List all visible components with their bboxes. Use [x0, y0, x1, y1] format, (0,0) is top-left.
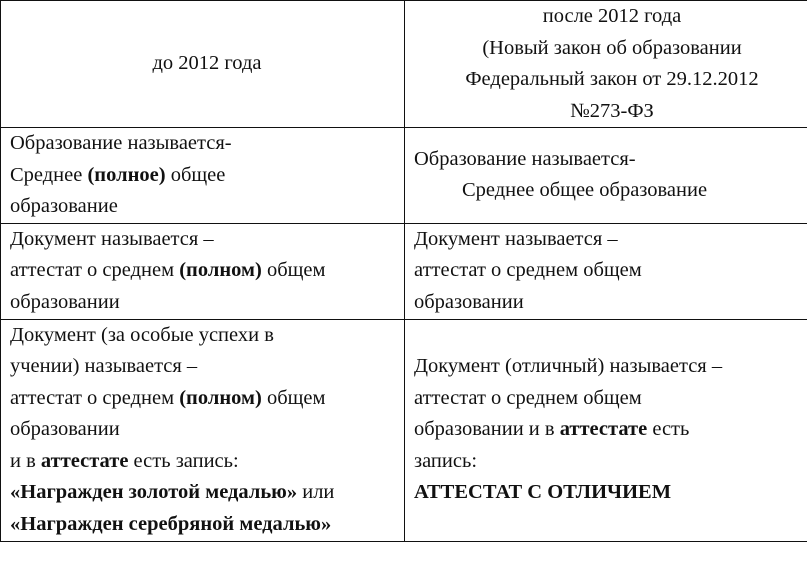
row2-left-line-2: [10, 255, 404, 287]
header-left-text: до 2012 года: [152, 52, 262, 75]
row3-left-line-6: [10, 477, 404, 509]
row3-right-line-5: [414, 477, 807, 509]
row1-right-line-2: Среднее общее образование: [462, 179, 708, 202]
row1-left-line-1: Образование называется-: [10, 132, 232, 154]
row2-left-bold: (полном): [179, 259, 262, 282]
row3-left-line-3: [10, 383, 404, 415]
row2-left-text: аттестат о среднем: [10, 259, 180, 282]
silver-medal-record: «Награжден серебряной медалью»: [10, 512, 332, 535]
row3-left-line-5: [10, 446, 404, 478]
row1-left-cell: [1, 128, 405, 224]
row3-left-line-2: учении) называется –: [10, 355, 198, 378]
row1-left-bold: (полное): [87, 163, 166, 186]
row2-right-line-3: образовании: [414, 290, 524, 313]
row3-left-line-1: Документ (за особые успехи в: [10, 323, 274, 346]
header-right-line-1: после 2012 года: [542, 5, 682, 27]
row3-left-cell: [1, 319, 405, 541]
row3-left-or: или: [297, 481, 335, 504]
row2-right-line-1: Документ называется –: [414, 227, 618, 250]
header-right-line-4: №273-ФЗ: [570, 99, 654, 122]
header-right-line-2: (Новый закон об образовании: [482, 36, 742, 59]
row2-left-cell: [1, 223, 405, 319]
row1-right-line-1: Образование называется-: [414, 147, 636, 170]
row3-left-text-end: общем: [261, 386, 326, 409]
row3-left-line-4: образовании: [10, 418, 120, 441]
row1-left-text: Среднее: [10, 163, 88, 186]
header-right-line-3: Федеральный закон от 29.12.2012: [465, 68, 759, 90]
header-row: [1, 1, 807, 128]
table-row-education-name: [1, 128, 807, 224]
row2-left-line-3: образовании: [10, 290, 120, 313]
row3-left-text-2-end: есть запись:: [128, 449, 239, 472]
row3-left-line-7: [10, 509, 404, 541]
row3-right-cell: [405, 319, 807, 541]
row3-right-line-4: запись:: [414, 449, 478, 472]
honors-certificate-record: АТТЕСТАТ С ОТЛИЧИЕМ: [414, 481, 672, 504]
row2-right-line-2: аттестат о среднем общем: [414, 259, 642, 282]
row3-left-text: аттестат о среднем: [10, 386, 180, 409]
row2-left-text-end: общем: [261, 259, 326, 282]
gold-medal-record: «Награжден золотой медалью»: [10, 481, 298, 504]
row3-right-bold: аттестате: [559, 418, 648, 441]
header-right-cell: [405, 1, 807, 128]
row3-left-text-2: и в: [10, 449, 41, 472]
table-row-document-name: [1, 223, 807, 319]
row3-right-text-end: есть: [647, 418, 690, 441]
header-left-cell: [1, 1, 405, 128]
row2-right-cell: [405, 223, 807, 319]
row3-left-bold-2: аттестате: [40, 449, 129, 472]
row1-right-cell: [405, 128, 807, 224]
row3-left-bold: (полном): [179, 386, 262, 409]
row3-right-text: образовании и в: [414, 418, 560, 441]
row3-right-line-3: [414, 414, 807, 446]
row2-left-line-1: Документ называется –: [10, 227, 214, 250]
table-row-honors-document: [1, 319, 807, 541]
row1-left-text-end: общее: [165, 163, 226, 186]
row1-left-line-3: образование: [10, 195, 118, 217]
row1-left-line-2: [10, 160, 404, 192]
row3-right-line-1: Документ (отличный) называется –: [414, 355, 723, 378]
row3-right-line-2: аттестат о среднем общем: [414, 386, 642, 409]
